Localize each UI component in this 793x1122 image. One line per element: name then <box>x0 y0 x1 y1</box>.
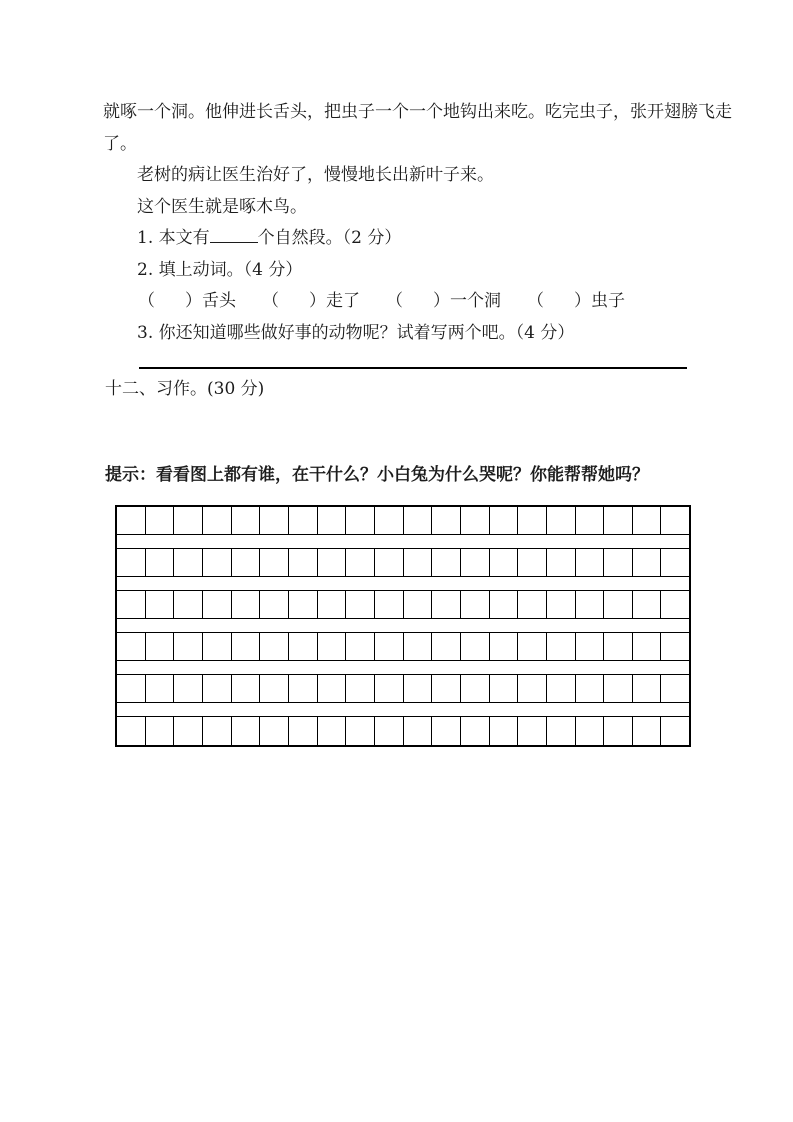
grid-cell <box>432 549 461 576</box>
grid-cell <box>318 549 347 576</box>
grid-cell <box>203 675 232 702</box>
grid-cell <box>375 633 404 660</box>
grid-cell <box>547 633 576 660</box>
grid-cell <box>260 675 289 702</box>
grid-cell <box>461 633 490 660</box>
grid-cell <box>375 717 404 745</box>
grid-cell <box>318 717 347 745</box>
grid-cell <box>404 507 433 534</box>
grid-cell <box>289 633 318 660</box>
grid-spacer-row <box>117 703 689 717</box>
grid-cell <box>203 633 232 660</box>
grid-cell <box>174 507 203 534</box>
writing-hint: 提示：看看图上都有谁，在干什么？小白兔为什么哭呢？你能帮帮她吗？ <box>105 465 649 485</box>
passage-paragraph-3: 这个医生就是啄木鸟。 <box>137 196 307 217</box>
grid-cell <box>260 549 289 576</box>
open-paren: （ <box>138 291 155 311</box>
grid-cell <box>346 633 375 660</box>
grid-cell <box>518 675 547 702</box>
question-2-fill-line <box>103 286 718 318</box>
grid-cell <box>203 549 232 576</box>
grid-cell <box>604 591 633 618</box>
grid-cell <box>174 717 203 745</box>
grid-cell <box>232 549 261 576</box>
grid-cell <box>318 591 347 618</box>
grid-cell <box>146 549 175 576</box>
close-paren: ） <box>574 291 591 311</box>
grid-cell <box>117 675 146 702</box>
grid-cell <box>490 549 519 576</box>
open-paren: （ <box>262 291 279 311</box>
grid-cell <box>346 717 375 745</box>
grid-cell <box>174 633 203 660</box>
grid-cell <box>661 675 689 702</box>
grid-cell <box>432 717 461 745</box>
grid-cell <box>289 717 318 745</box>
grid-cell <box>232 675 261 702</box>
grid-cell <box>490 675 519 702</box>
grid-cell <box>260 717 289 745</box>
verb-blank-label: 走了 <box>326 291 360 311</box>
verb-blank-group <box>262 286 360 318</box>
grid-cell <box>604 633 633 660</box>
grid-cell <box>576 675 605 702</box>
grid-cell <box>146 717 175 745</box>
grid-cell <box>490 591 519 618</box>
grid-cell <box>232 717 261 745</box>
grid-cell <box>432 633 461 660</box>
grid-cell <box>146 633 175 660</box>
grid-cell <box>547 717 576 745</box>
grid-cell <box>576 591 605 618</box>
grid-cell <box>404 549 433 576</box>
question-3: 3. 你还知道哪些做好事的动物呢？试着写两个吧。（4 分） <box>137 322 575 343</box>
verb-blank-label: 虫子 <box>591 291 625 311</box>
grid-cell <box>346 591 375 618</box>
grid-cell <box>547 507 576 534</box>
grid-cell <box>232 633 261 660</box>
grid-cell <box>117 591 146 618</box>
grid-cell <box>661 717 689 745</box>
grid-cell <box>661 633 689 660</box>
grid-cell <box>232 591 261 618</box>
grid-cell <box>404 633 433 660</box>
grid-row <box>117 591 689 619</box>
grid-cell <box>375 591 404 618</box>
grid-cell <box>174 591 203 618</box>
close-paren: ） <box>185 291 202 311</box>
grid-spacer-row <box>117 661 689 675</box>
question-1-suffix: 个自然段。（2 分） <box>257 228 402 248</box>
grid-cell <box>633 633 662 660</box>
grid-cell <box>117 633 146 660</box>
writing-grid <box>115 505 691 747</box>
grid-cell <box>547 675 576 702</box>
grid-cell <box>203 717 232 745</box>
grid-cell <box>203 507 232 534</box>
grid-cell <box>289 549 318 576</box>
grid-cell <box>490 717 519 745</box>
question-2: 2. 填上动词。（4 分） <box>137 259 303 280</box>
open-paren: （ <box>386 291 403 311</box>
grid-cell <box>375 549 404 576</box>
grid-cell <box>318 507 347 534</box>
grid-cell <box>576 717 605 745</box>
grid-cell <box>461 549 490 576</box>
verb-blank-group <box>138 286 236 318</box>
grid-cell <box>604 549 633 576</box>
grid-cell <box>432 675 461 702</box>
grid-cell <box>346 549 375 576</box>
grid-cell <box>289 675 318 702</box>
grid-cell <box>604 507 633 534</box>
grid-cell <box>117 717 146 745</box>
grid-cell <box>633 675 662 702</box>
grid-cell <box>490 507 519 534</box>
passage-line-1: 就啄一个洞。他伸进长舌头，把虫子一个一个地钩出来吃。吃完虫子，张开翅膀飞走 <box>103 102 732 122</box>
grid-cell <box>432 591 461 618</box>
grid-cell <box>146 507 175 534</box>
verb-blank-label: 舌头 <box>202 291 236 311</box>
grid-cell <box>661 591 689 618</box>
passage-and-questions <box>103 97 732 349</box>
grid-cell <box>518 549 547 576</box>
grid-cell <box>375 675 404 702</box>
grid-cell <box>518 717 547 745</box>
grid-cell <box>633 549 662 576</box>
grid-cell <box>174 549 203 576</box>
close-paren: ） <box>309 291 326 311</box>
grid-cell <box>375 507 404 534</box>
grid-cell <box>661 507 689 534</box>
grid-cell <box>432 507 461 534</box>
section-12-title: 十二、习作。(30 分) <box>105 379 265 399</box>
grid-cell <box>633 591 662 618</box>
grid-cell <box>518 633 547 660</box>
grid-row <box>117 633 689 661</box>
grid-cell <box>203 591 232 618</box>
verb-blank-group <box>386 286 501 318</box>
grid-cell <box>346 507 375 534</box>
question-1-prefix: 1. 本文有 <box>137 228 210 248</box>
grid-cell <box>146 675 175 702</box>
verb-blank-group <box>527 286 625 318</box>
grid-cell <box>289 591 318 618</box>
question-1 <box>103 223 718 255</box>
grid-cell <box>604 675 633 702</box>
grid-spacer-row <box>117 535 689 549</box>
grid-cell <box>576 507 605 534</box>
grid-cell <box>404 675 433 702</box>
grid-cell <box>260 507 289 534</box>
grid-cell <box>260 591 289 618</box>
grid-cell <box>490 633 519 660</box>
grid-cell <box>404 717 433 745</box>
grid-cell <box>461 717 490 745</box>
grid-cell <box>146 591 175 618</box>
grid-cell <box>404 591 433 618</box>
grid-cell <box>604 717 633 745</box>
grid-cell <box>547 591 576 618</box>
grid-cell <box>576 549 605 576</box>
grid-row <box>117 549 689 577</box>
grid-cell <box>547 549 576 576</box>
grid-cell <box>174 675 203 702</box>
grid-cell <box>633 507 662 534</box>
grid-cell <box>518 507 547 534</box>
answer-blank <box>210 225 258 243</box>
grid-cell <box>518 591 547 618</box>
grid-cell <box>461 591 490 618</box>
grid-spacer-row <box>117 619 689 633</box>
grid-row <box>117 675 689 703</box>
grid-cell <box>232 507 261 534</box>
grid-cell <box>661 549 689 576</box>
grid-spacer-row <box>117 577 689 591</box>
grid-cell <box>117 549 146 576</box>
open-paren: （ <box>527 291 544 311</box>
grid-cell <box>260 633 289 660</box>
grid-cell <box>576 633 605 660</box>
grid-cell <box>633 717 662 745</box>
grid-cell <box>289 507 318 534</box>
passage-line-2: 了。 <box>103 133 137 154</box>
grid-cell <box>117 507 146 534</box>
grid-cell <box>461 507 490 534</box>
grid-cell <box>461 675 490 702</box>
grid-cell <box>318 675 347 702</box>
grid-cell <box>346 675 375 702</box>
section-divider-line <box>139 367 687 369</box>
grid-row <box>117 717 689 745</box>
verb-blank-label: 一个洞 <box>450 291 501 311</box>
grid-row <box>117 507 689 535</box>
passage-paragraph-2: 老树的病让医生治好了，慢慢地长出新叶子来。 <box>137 165 494 185</box>
grid-cell <box>318 633 347 660</box>
close-paren: ） <box>433 291 450 311</box>
